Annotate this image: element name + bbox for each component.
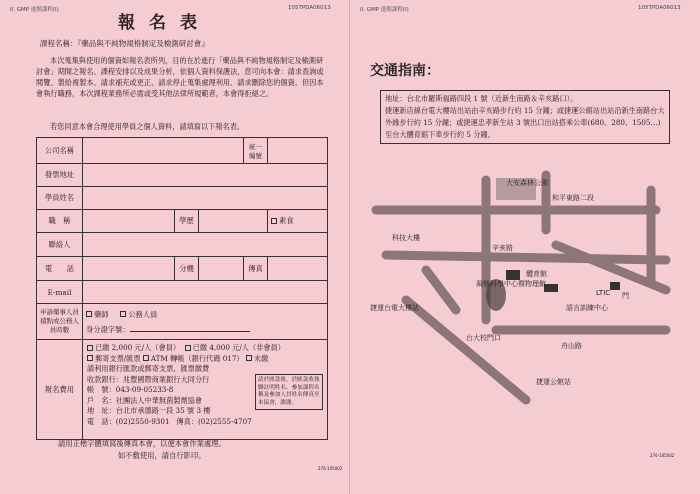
payment-instruction: 請利用銀行匯款或郵寄支票、匯票繳費: [87, 364, 210, 373]
email-field[interactable]: [83, 281, 328, 304]
guide-code: 276-105002: [650, 453, 675, 458]
contact-label: 聯絡人: [37, 233, 83, 257]
civil-servant-checkbox[interactable]: [120, 311, 126, 317]
civil-servant-option: 公務人員: [128, 309, 158, 319]
association-fax: 傳真：(02)2555-4707: [176, 416, 252, 426]
label-gym: 體育館: [526, 270, 547, 278]
location-map: [366, 170, 686, 420]
header-code-right: 105TPDA06013: [288, 5, 331, 11]
gym-marker: [506, 270, 520, 280]
postal-option: 郵寄支票/匯票: [95, 353, 141, 363]
account-holder: 戶 名：社團法人中華無菌製劑協會: [87, 395, 203, 405]
traffic-guide-page: [350, 0, 700, 494]
member-fee: 已繳 2,000 元/人（會員）: [95, 343, 181, 352]
header-code-left-2: II. GMP 進階課程(I): [360, 7, 409, 13]
company-field[interactable]: [83, 138, 244, 164]
xinhai-road: [386, 255, 666, 260]
traffic-guide-title: 交通指南：: [370, 63, 440, 79]
ext-label: 分機: [175, 257, 199, 281]
nonmember-fee: 已繳 4,000 元/人（非會員）: [192, 343, 285, 352]
id-number-field[interactable]: [130, 331, 250, 332]
association-address: 地 址：台北市承德路一段 35 號 3 樓: [87, 406, 211, 415]
vegetarian-checkbox[interactable]: [271, 218, 277, 224]
ltic-marker: [544, 284, 558, 292]
job-title-label: 職 稱: [37, 210, 83, 233]
label-ltic: LTIC: [596, 289, 611, 297]
postal-checkbox[interactable]: [87, 355, 93, 361]
address-box: [380, 90, 670, 144]
atm-checkbox[interactable]: [143, 355, 149, 361]
student-name-field[interactable]: [83, 187, 328, 210]
tax-id-label: 統一編號: [244, 138, 268, 164]
vegetarian-label: 素食: [279, 216, 294, 225]
label-heping: 和平東路二段: [552, 194, 594, 202]
header-code-left: II. GMP 進階課程(I): [10, 7, 59, 13]
bank-account: 帳 號：043-09-05233-8: [87, 385, 174, 394]
invoice-address-field[interactable]: [83, 164, 328, 187]
nonmember-fee-checkbox[interactable]: [185, 345, 191, 351]
pharmacist-option: 藥師: [94, 309, 109, 319]
privacy-notice: 本次蒐集與使用的個資如報名表所列，目的在於進行「藥品與不純物規格制定及檢測研討會」期間之報名、課程安排以及成果分析，依個人資料保護法，您可向本會：請求查詢或閱覽、製給複製本、請求補充或更正、請求停止蒐集處理利用、請求刪除您的個資。但因本會執行職務，本次課程業務所必需或受其他法律所規範者，本會得拒絕之。: [36, 56, 324, 98]
company-label: 公司名稱: [37, 138, 83, 164]
label-zhoushan: 舟山路: [561, 342, 582, 350]
header-code-right-2: 105TPDA06013: [638, 5, 681, 11]
fax-label: 傳真: [244, 257, 268, 281]
email-label: E-mail: [37, 281, 83, 304]
gate-marker: [610, 282, 620, 290]
phone-field[interactable]: [83, 257, 175, 281]
footer-instruction: 請用正楷字體填寫後傳真本會，以便本會作業處理。: [58, 439, 226, 448]
footer-copy-note: 如不敷使用，請自行影印。: [118, 451, 206, 460]
atm-option: ATM 轉帳（銀行代碼 017）: [150, 353, 244, 363]
roosevelt-road: [406, 300, 526, 400]
label-xinhai: 辛亥路: [492, 244, 513, 252]
label-daan-park: 大安森林公園: [506, 179, 548, 187]
tax-id-field[interactable]: [268, 138, 328, 164]
consent-text: 若您同意本會合理使用學員之個人資料，請填寫以下報名表。: [50, 122, 245, 131]
student-name-label: 學員姓名: [37, 187, 83, 210]
label-language: 語言訓練中心: [566, 304, 608, 312]
ext-field[interactable]: [199, 257, 244, 281]
remittance-note: 請於匯款後，於匯款收執聯註明姓名、參加課程名稱及參加人員姓名傳真至本協會，謝謝。: [255, 374, 323, 410]
label-gongguan-station: 捷運公館站: [536, 378, 571, 386]
wenzhou-street: [426, 270, 456, 310]
fee-section: [83, 340, 328, 440]
fee-label: 報名費用: [37, 340, 83, 440]
member-fee-checkbox[interactable]: [87, 345, 93, 351]
course-name: 課程名稱：『藥品與不純物規格制定及檢測研討會』: [40, 39, 209, 48]
label-keyuan: 科技大樓: [392, 234, 420, 242]
label-gate: 門: [622, 292, 629, 300]
association-tel: 電 話：(02)2550-9301: [87, 416, 170, 426]
id-number-label: 身分證字號：: [86, 324, 130, 334]
transit-route: 捷運新店線台電大樓站出站由辛亥路步行約 15 分鐘；或捷運公館站出站沿新生南路台大外緣步行約 15 分鐘；或捷運忠孝新生站 3 號出口出站搭乘公車(680、280、1505…)至台大體育館下車步行約 5 分鐘。: [385, 106, 665, 139]
registration-table: [36, 137, 328, 440]
label-taipower-station: 捷運台電大樓站: [370, 304, 419, 312]
education-field[interactable]: [199, 210, 268, 233]
vegetarian-cell[interactable]: [268, 210, 328, 233]
page-title: 報名表: [118, 13, 211, 33]
job-title-field[interactable]: [83, 210, 175, 233]
label-ntu-gate: 台大校門口: [466, 334, 501, 342]
unpaid-checkbox[interactable]: [246, 355, 252, 361]
venue-address: 地址：台北市羅斯福路四段 1 號（近新生南路＆辛亥路口）。: [385, 94, 578, 103]
form-code: 276-105002: [318, 466, 343, 471]
invoice-address-label: 發票地址: [37, 164, 83, 187]
fax-field[interactable]: [268, 257, 328, 281]
phone-label: 電 話: [37, 257, 83, 281]
unpaid-option: 未繳: [253, 353, 269, 363]
education-label: 學歷: [175, 210, 199, 233]
pharmacist-checkbox[interactable]: [86, 311, 92, 317]
contact-field[interactable]: [83, 233, 328, 257]
pharmacist-credit-label: 申請藥事人員積點或公務人員時數: [37, 304, 83, 340]
label-sci-center: 凝態科學中心暨物理館: [476, 280, 546, 288]
bank-name: 收款銀行：兆豐國際商業銀行大同分行: [87, 374, 210, 384]
